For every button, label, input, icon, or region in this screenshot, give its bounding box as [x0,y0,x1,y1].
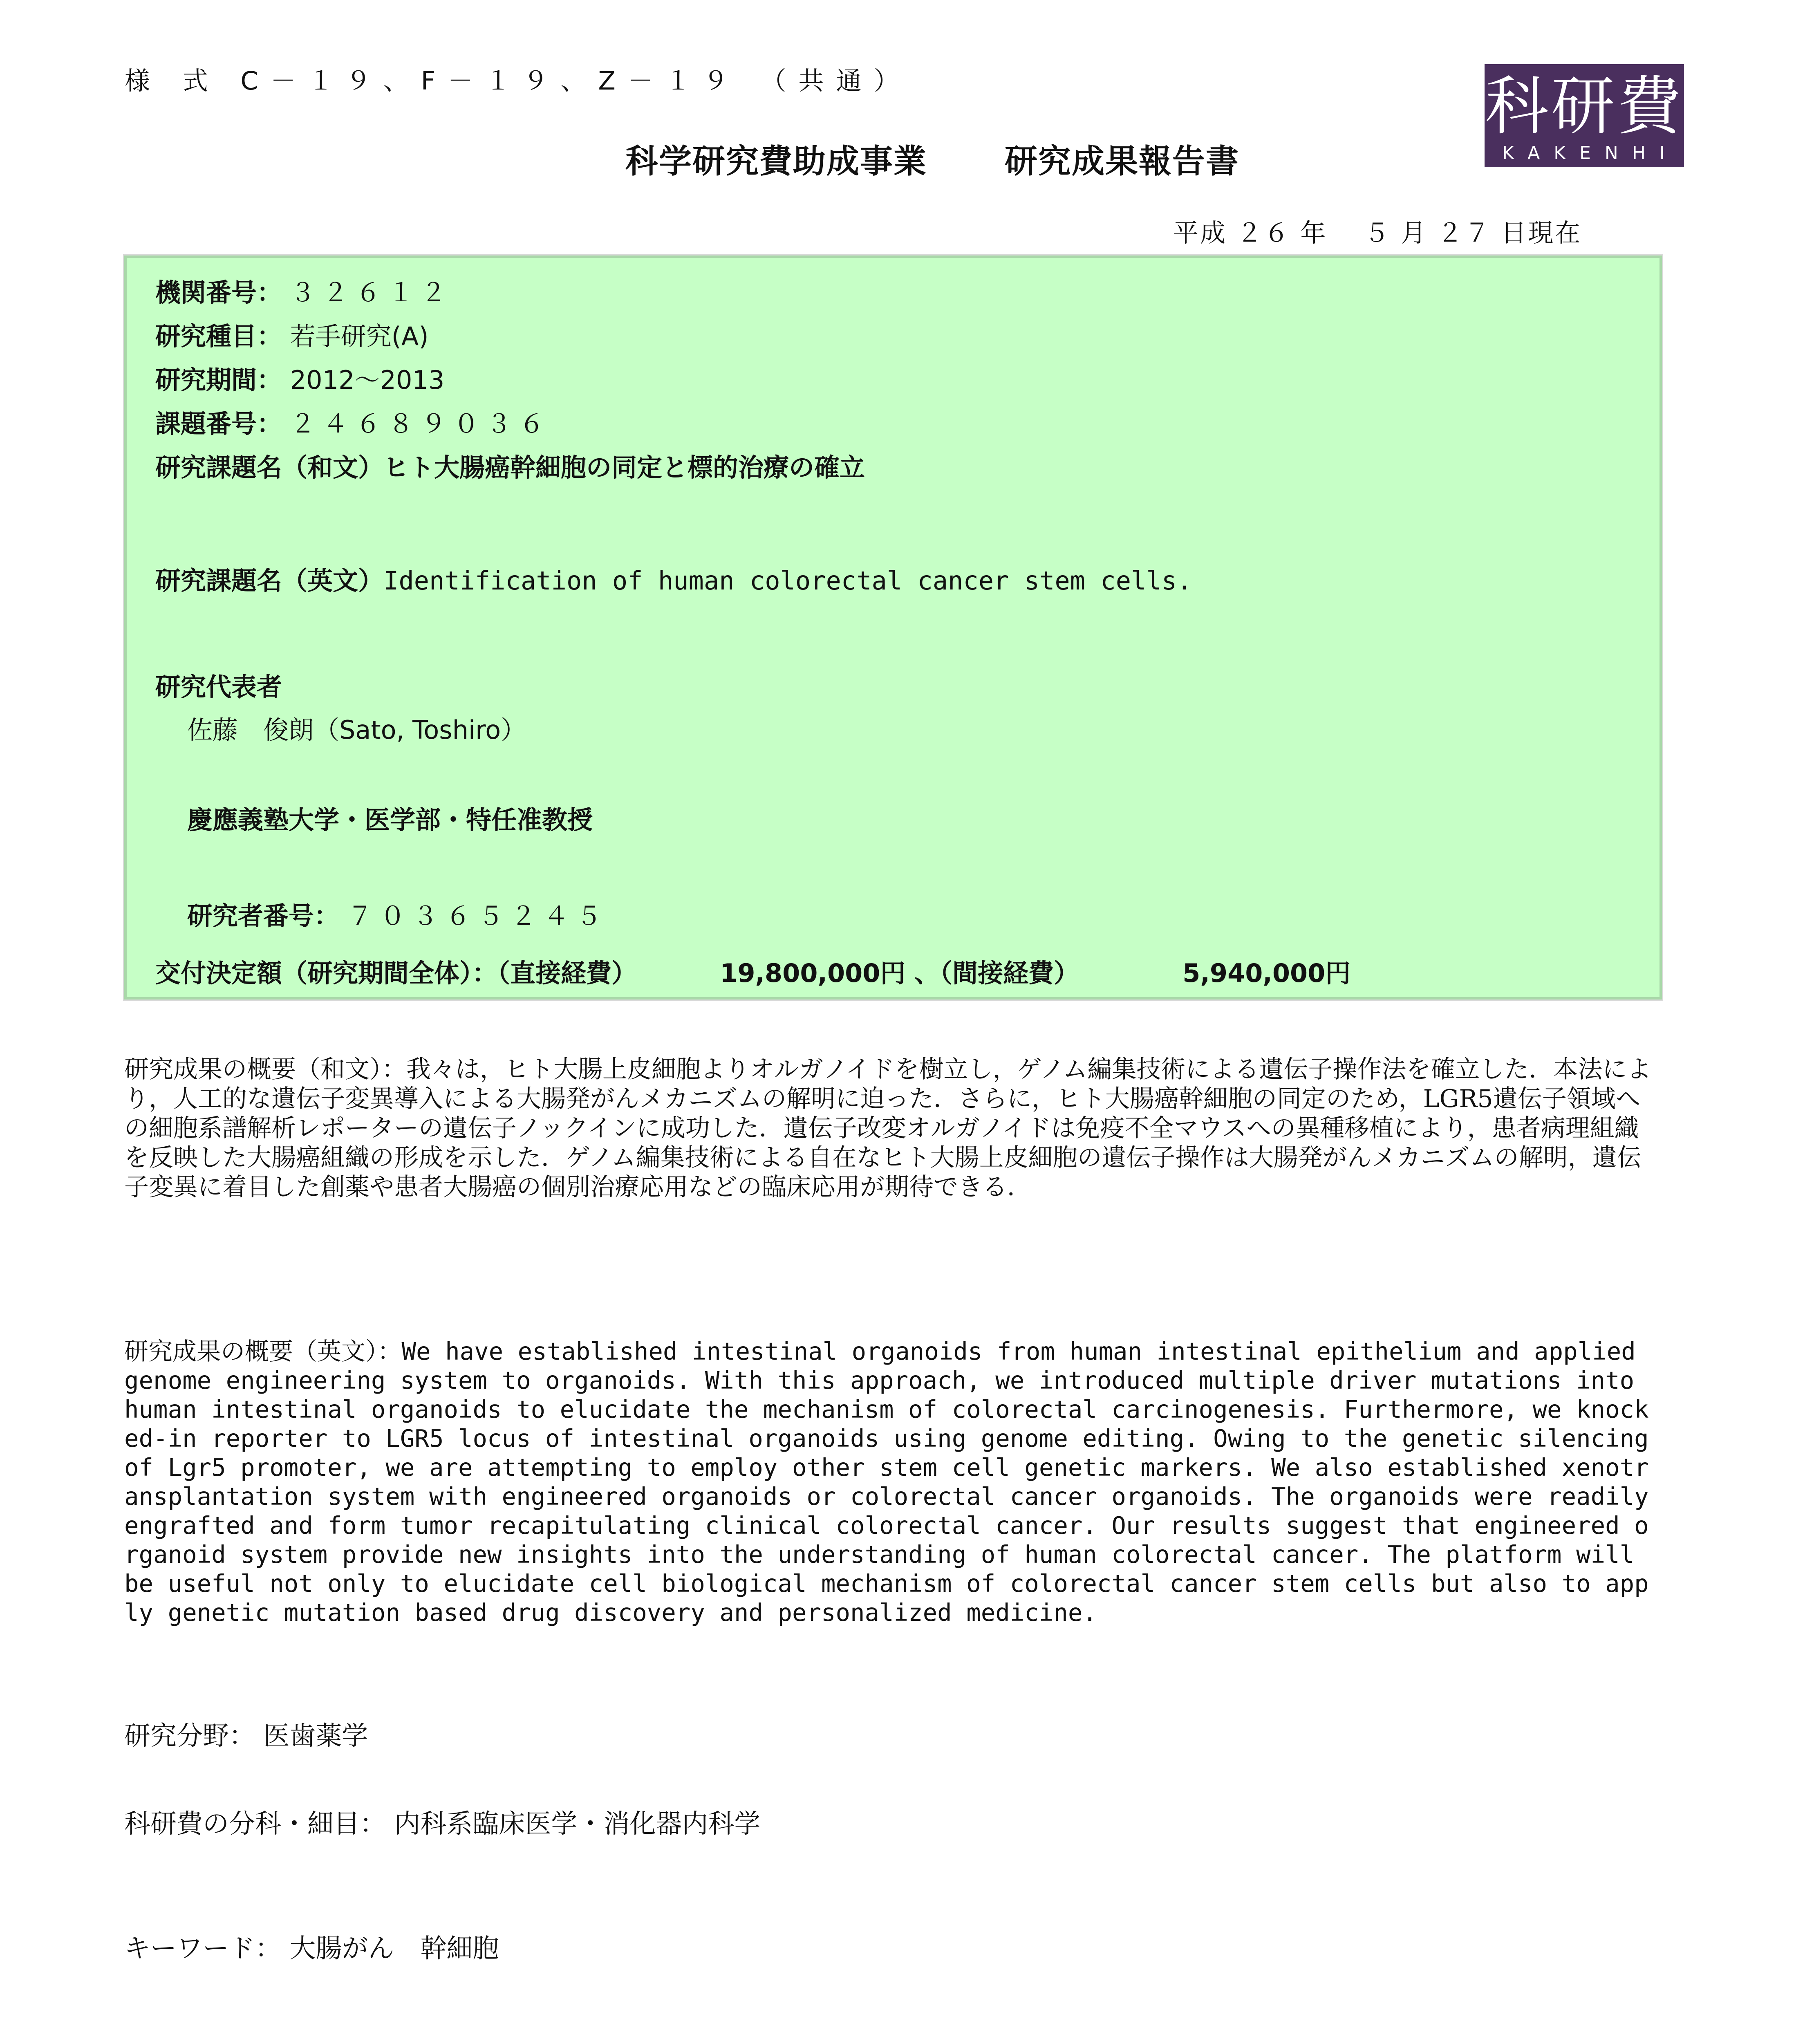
representative-name: 佐藤 俊朗（Sato, Toshiro） [187,715,526,745]
representative-affiliation: 慶應義塾大学・医学部・特任准教授 [187,805,593,835]
abstract-japanese [124,1055,1662,1202]
category-value: 内科系臨床医学・消化器内科学 [394,1809,761,1839]
logo-main-text: 科研費 [1485,69,1684,143]
grant-direct-amount: 19,800,000円 [720,958,906,988]
research-field-label: 研究分野： [124,1721,255,1751]
document-title [625,135,1239,182]
title-program: 科学研究費助成事業 [625,142,927,180]
research-type-value: 若手研究(A) [290,321,429,351]
title-en-value: Identification of human colorectal cancer stem cells. [383,566,1192,596]
keyword-row [124,1927,499,1965]
abstract-en-text: We have established intestinal organoids from human intestinal epithelium and applied genome engineering system to organoids. With this approach, we introduced multiple driver mutations into human intestinal organoids to elucidate the mechanism of colorectal carcinogenesis. Furthermore, we knocked-in reporter to LGR5 locus of intestinal organoids using genome editing. Owing to the genetic silencing of Lgr5 promoter, we are attempting to employ other stem cell genetic markers. We also established xenotransplantation system with engineered organoids or colorectal cancer organoids. The organoids were readily engrafted and form tumor recapitulating clinical colorectal cancer. Our results suggest that engineered organoid system provide new insights into the understanding of human colorectal cancer. The platform will be useful not only to elucidate cell biological mechanism of colorectal cancer stem cells but also to apply genetic mutation based drug discovery and personalized medicine. [124,1337,1649,1627]
logo-sub-text: KAKENHI [1502,143,1679,164]
title-en-label: 研究課題名（英文） [155,566,384,596]
abstract-english [124,1337,1662,1627]
researcher-number-value: ７０３６５２４５ [347,901,609,931]
grant-amount-row [155,953,1350,989]
research-type-label: 研究種目： [155,321,282,351]
title-ja-value: ヒト大腸癌幹細胞の同定と標的治療の確立 [383,453,865,482]
keyword-value: 大腸がん 幹細胞 [289,1934,499,1964]
representative-label-row [155,667,282,703]
research-field-value: 医歯薬学 [263,1721,368,1751]
grant-indirect-amount: 5,940,000円 [1182,958,1351,988]
form-code: 様 式 C－１９、F－１９、Z－１９ （共通） [125,66,911,96]
topic-number-label: 課題番号： [155,409,282,439]
title-ja-row [155,447,865,484]
project-info-box [124,256,1662,1000]
kakenhi-category-row [124,1803,760,1840]
keyword-label: キーワード： [124,1934,281,1964]
researcher-number-label: 研究者番号： [187,901,340,931]
research-period-value: 2012～2013 [290,365,445,395]
title-ja-label: 研究課題名（和文） [155,453,384,482]
abstract-ja-label: 研究成果の概要（和文）： [124,1055,406,1084]
research-type-row [155,316,429,352]
institution-label: 機関番号： [155,278,282,307]
representative-label: 研究代表者 [155,672,282,702]
grant-label: 交付決定額（研究期間全体）：（直接経費） [155,958,637,988]
title-en-row [155,560,1192,597]
institution-row [155,272,454,309]
institution-number: ３２６１２ [290,278,454,307]
kakenhi-logo [1485,64,1684,167]
research-period-label: 研究期間： [155,365,282,395]
topic-number-row [155,403,552,440]
researcher-number-row [187,896,609,932]
research-field-row [124,1715,368,1753]
topic-number-value: ２４６８９０３６ [290,409,552,439]
abstract-ja-text: 我々は，ヒト大腸上皮細胞よりオルガノイドを樹立し，ゲノム編集技術による遺伝子操作法を確立した．本法により，人工的な遺伝子変異導入による大腸発がんメカニズムの解明に迫った．さらに，ヒト大腸癌幹細胞の同定のため，LGR5遺伝子領域への細胞系譜解析レポーターの遺伝子ノックインに成功した．遺伝子改変オルガノイドは免疫不全マウスへの異種移植により，患者病理組織を反映した大腸癌組織の形成を示した．ゲノム編集技術による自在なヒト大腸上皮細胞の遺伝子操作は大腸発がんメカニズムの解明，遺伝子変異に着目した創薬や患者大腸癌の個別治療応用などの臨床応用が期待できる． [124,1055,1652,1201]
research-period-row [155,360,444,396]
category-label: 科研費の分科・細目： [124,1809,386,1839]
report-date: 平成 ２６ 年 ５ 月 ２７ 日現在 [1173,218,1582,248]
grant-indirect-label: 、（間接経費） [914,958,1079,988]
abstract-en-label: 研究成果の概要（英文）： [124,1337,402,1365]
title-report: 研究成果報告書 [1005,142,1239,180]
